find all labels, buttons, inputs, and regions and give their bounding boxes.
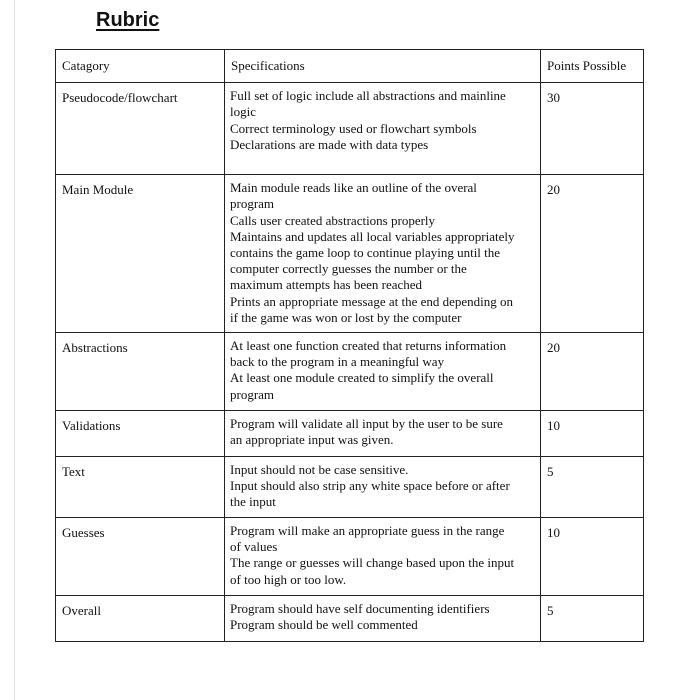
- spec-line: Prints an appropriate message at the end depending on: [230, 293, 514, 309]
- category-cell: Abstractions: [56, 333, 225, 411]
- spec-line: Full set of logic include all abstractions and mainline: [230, 88, 506, 104]
- header-row: [56, 50, 644, 83]
- spec-line: Declarations are made with data types: [230, 136, 429, 152]
- table-row: [56, 518, 644, 596]
- spec-line: if the game was won or lost by the computer: [230, 309, 462, 325]
- category-cell: Guesses: [56, 518, 225, 596]
- spec-line: back to the program in a meaningful way: [230, 354, 445, 370]
- points-cell: 5: [541, 596, 644, 642]
- table-row: [56, 175, 644, 333]
- spec-line: program: [230, 386, 275, 402]
- table-row: [56, 83, 644, 175]
- spec-line: Correct terminology used or flowchart symbols: [230, 120, 477, 136]
- points-cell: 20: [541, 333, 644, 411]
- header-category: Catagory: [56, 50, 225, 83]
- specification-cell: [225, 411, 541, 457]
- specification-cell: [225, 175, 541, 333]
- specification-cell: [225, 457, 541, 518]
- category-cell: Validations: [56, 411, 225, 457]
- spec-line: of too high or too low.: [230, 571, 347, 587]
- points-cell: 10: [541, 411, 644, 457]
- spec-line: the input: [230, 494, 276, 510]
- spec-line: contains the game loop to continue playing until the: [230, 245, 501, 261]
- spec-line: maximum attempts has been reached: [230, 277, 423, 293]
- spec-line: program: [230, 196, 275, 212]
- category-cell: Pseudocode/flowchart: [56, 83, 225, 175]
- specification-cell: [225, 596, 541, 642]
- spec-line: Input should not be case sensitive.: [230, 462, 409, 478]
- spec-line: Maintains and updates all local variables appropriately: [230, 228, 515, 244]
- header-points: Points Possible: [541, 50, 644, 83]
- spec-line: At least one function created that returns information: [230, 338, 507, 354]
- points-cell: 30: [541, 83, 644, 175]
- rubric-table: [55, 49, 644, 642]
- spec-line: computer correctly guesses the number or the: [230, 261, 467, 277]
- spec-line: logic: [230, 104, 256, 120]
- spec-line: At least one module created to simplify the overall: [230, 370, 494, 386]
- spec-line: Calls user created abstractions properly: [230, 212, 436, 228]
- category-cell: Main Module: [56, 175, 225, 333]
- specification-cell: [225, 518, 541, 596]
- table-row: [56, 457, 644, 518]
- spec-line: Main module reads like an outline of the overal: [230, 180, 477, 196]
- spec-line: Program will make an appropriate guess in the range: [230, 523, 505, 539]
- table-row: [56, 596, 644, 642]
- spec-line: Input should also strip any white space before or after: [230, 478, 510, 494]
- spec-line: The range or guesses will change based upon the input: [230, 555, 515, 571]
- spec-line: Program will validate all input by the user to be sure: [230, 416, 503, 432]
- specification-cell: [225, 333, 541, 411]
- points-cell: 20: [541, 175, 644, 333]
- page-edge: [14, 0, 15, 700]
- category-cell: Text: [56, 457, 225, 518]
- spec-line: Program should have self documenting identifiers: [230, 601, 490, 617]
- table-row: [56, 333, 644, 411]
- table-row: [56, 411, 644, 457]
- header-specifications: Specifications: [225, 50, 541, 83]
- spec-line: an appropriate input was given.: [230, 432, 394, 448]
- spec-line: of values: [230, 539, 278, 555]
- specification-cell: [225, 83, 541, 175]
- category-cell: Overall: [56, 596, 225, 642]
- spec-line: Program should be well commented: [230, 617, 418, 633]
- points-cell: 5: [541, 457, 644, 518]
- page-title: Rubric: [96, 9, 160, 31]
- points-cell: 10: [541, 518, 644, 596]
